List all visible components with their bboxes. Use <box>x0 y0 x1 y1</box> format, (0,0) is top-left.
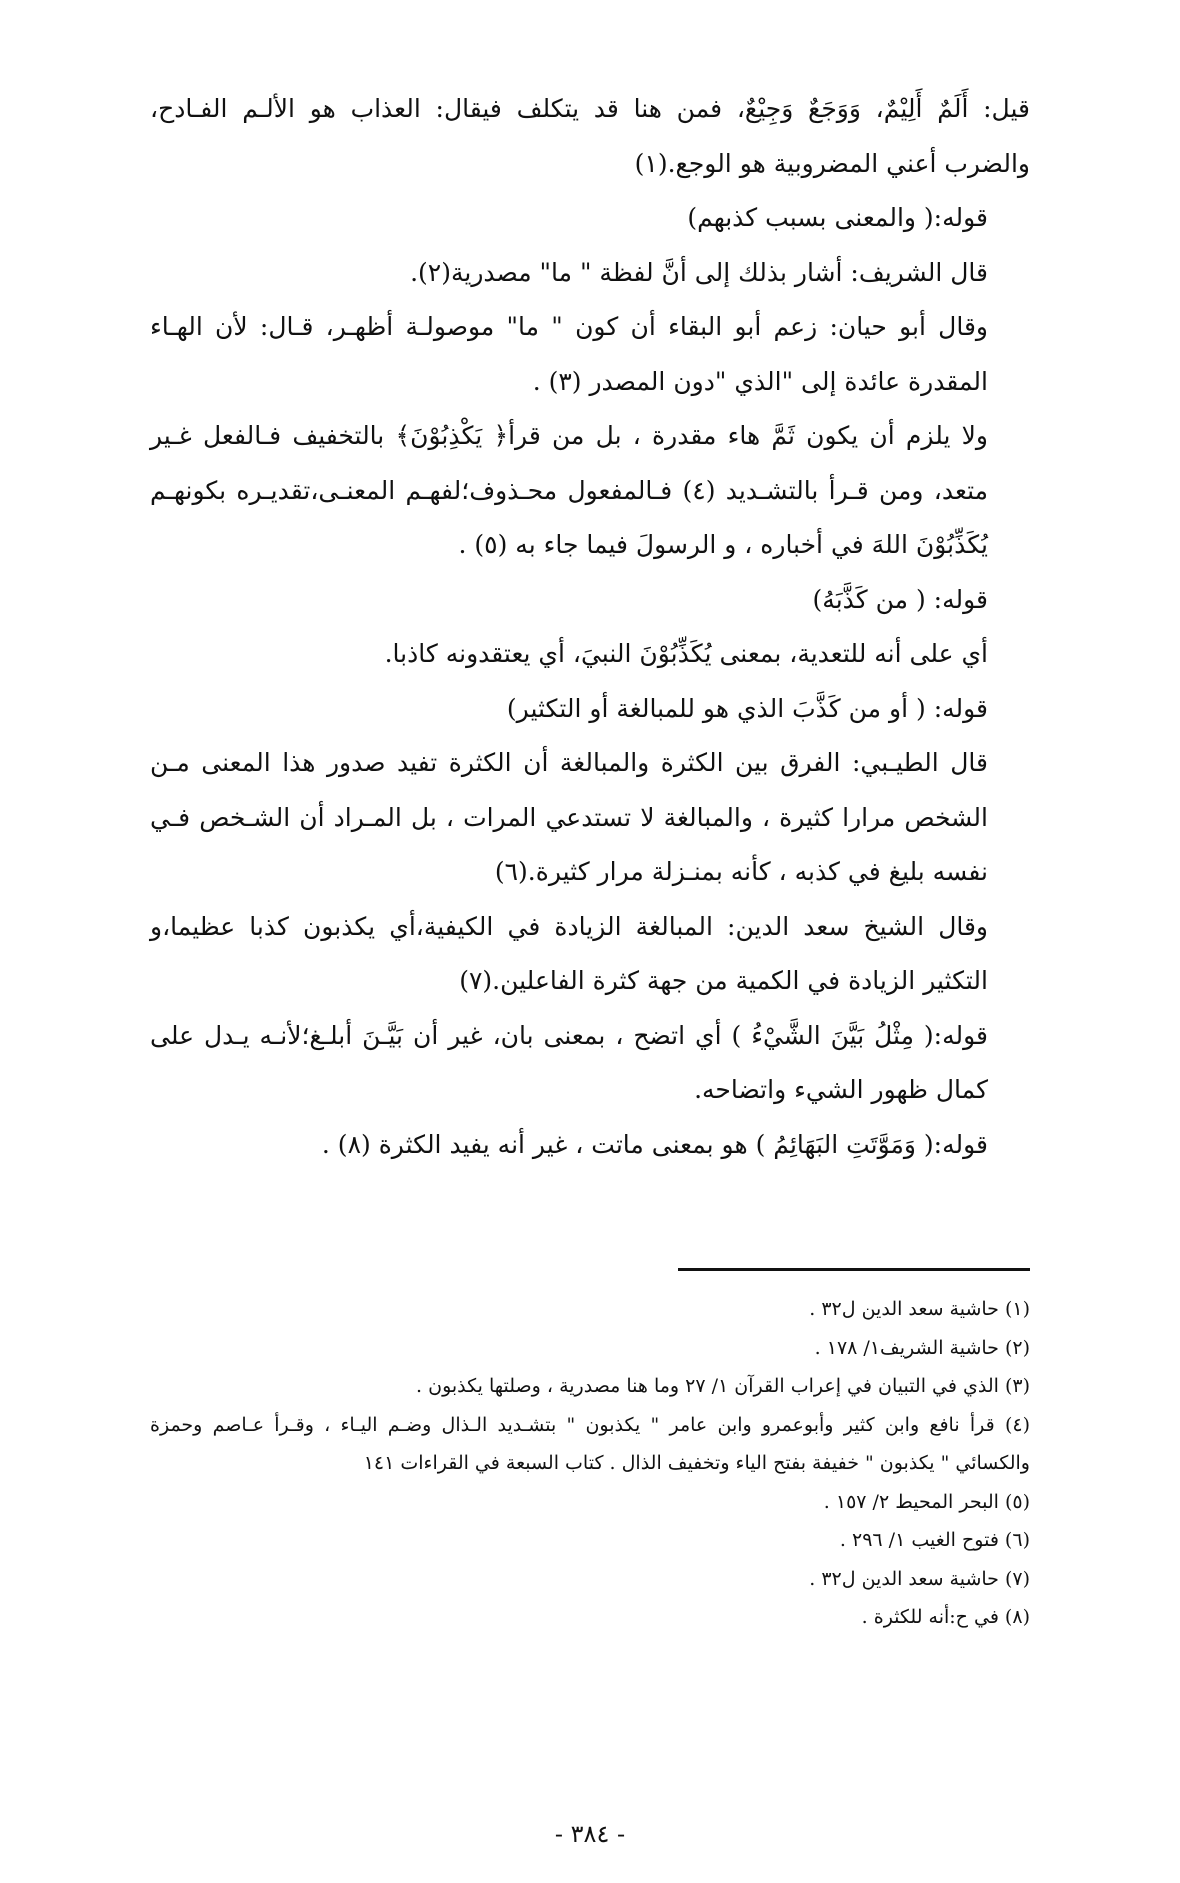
main-text <box>150 82 1030 1172</box>
paragraph: وقال الشيخ سعد الدين: المبالغة الزيادة في الكيفية،أي يكذبون كذبا عظيما،و التكثير الزيادة في الكمية من جهة كثرة الفاعلين.(٧) <box>150 911 988 995</box>
paragraph: قوله:( مِثْلُ بَيَّنَ الشَّيْءُ ) أي اتضح ، بمعنى بان، غير أن بَيَّـنَ أبلـغ؛لأنـه يـدل على كمال ظهور الشيء واتضاحه. <box>150 1020 988 1104</box>
footnote: (١) حاشية سعد الدين ل٣٢ . <box>809 1298 1030 1320</box>
paragraph: قال الشريف: أشار بذلك إلى أنَّ لفظة " ما" مصدرية(٢). <box>410 257 988 287</box>
paragraph: قال الطيـبي: الفرق بين الكثرة والمبالغة أن الكثرة تفيد صدور هذا المعنى مـن الشخص مرارا كثيرة ، والمبالغة لا تستدعي المرات ، بل المـراد أن الشـخص فـي نفسه بليغ في كذبه ، كأنه بمنـزلة مرار كثيرة.(٦) <box>150 748 988 886</box>
paragraph: ولا يلزم أن يكون ثَمَّ هاء مقدرة ، بل من قرأ﴿ يَكْذِبُوْنَ﴾ بالتخفيف فـالفعل غـير متعد، ومن قـرأ بالتشـديد (٤) فـالمفعول محـذوف؛لفهـم المعنـى،تقديـره بكونهـم يُكَذِّبُوْنَ اللهَ في أخباره ، و الرسولَ فيما جاء به (٥) . <box>150 421 988 559</box>
footnote: (٥) البحر المحيط ٢/ ١٥٧ . <box>823 1490 1030 1513</box>
footnote: (٨) في ح:أنه للكثرة . <box>861 1606 1030 1628</box>
paragraph: قوله:( والمعنى بسبب كذبهم) <box>687 203 988 232</box>
paragraph: وقال أبو حيان: زعم أبو البقاء أن كون " ما" موصولـة أظهـر، قـال: لأن الهـاء المقدرة عائدة إلى "الذي "دون المصدر (٣) . <box>150 312 988 396</box>
paragraph: قيل: أَلَمٌ أَلِيْمٌ، وَوَجَعٌ وَجِيْعٌ، فمن هنا قد يتكلف فيقال: العذاب هو الألـم الفـادح، والضرب أعني المضروبية هو الوجع.(١) <box>150 94 1030 178</box>
footnote: (٢) حاشية الشريف١/ ١٧٨ . <box>814 1336 1030 1359</box>
footnote-separator <box>678 1268 1030 1271</box>
footnote: (٤) قرأ نافع وابن كثير وأبوعمرو وابن عامر " يكذبون " بتشـديد الـذال وضـم اليـاء ، وقـرأ عـاصم وحمزة والكسائي " يكذبون " خفيفة بفتح الياء وتخفيف الذال . كتاب السبعة في القراءات ١٤١ <box>150 1413 1030 1474</box>
paragraph: قوله: ( من كَذَّبَهُ) <box>812 584 988 614</box>
page-number: - ٣٨٤ - <box>554 1820 626 1848</box>
paragraph: قوله: ( أو من كَذَّبَ الذي هو للمبالغة أو التكثير) <box>506 693 988 723</box>
footnote: (٣) الذي في التبيان في إعراب القرآن ١/ ٢٧ وما هنا مصدرية ، وصلتها يكذبون . <box>416 1375 1030 1397</box>
footnote: (٦) فتوح الغيب ١/ ٢٩٦ . <box>839 1529 1030 1551</box>
paragraph: قوله:( وَمَوَّتَتِ البَهَائِمُ ) هو بمعنى ماتت ، غير أنه يفيد الكثرة (٨) . <box>321 1129 988 1159</box>
paragraph: أي على أنه للتعدية، بمعنى يُكَذِّبُوْنَ النبيَ، أي يعتقدونه كاذبا. <box>384 639 988 668</box>
footnotes <box>150 1290 1030 1637</box>
footnote: (٧) حاشية سعد الدين ل٣٢ . <box>809 1567 1030 1590</box>
